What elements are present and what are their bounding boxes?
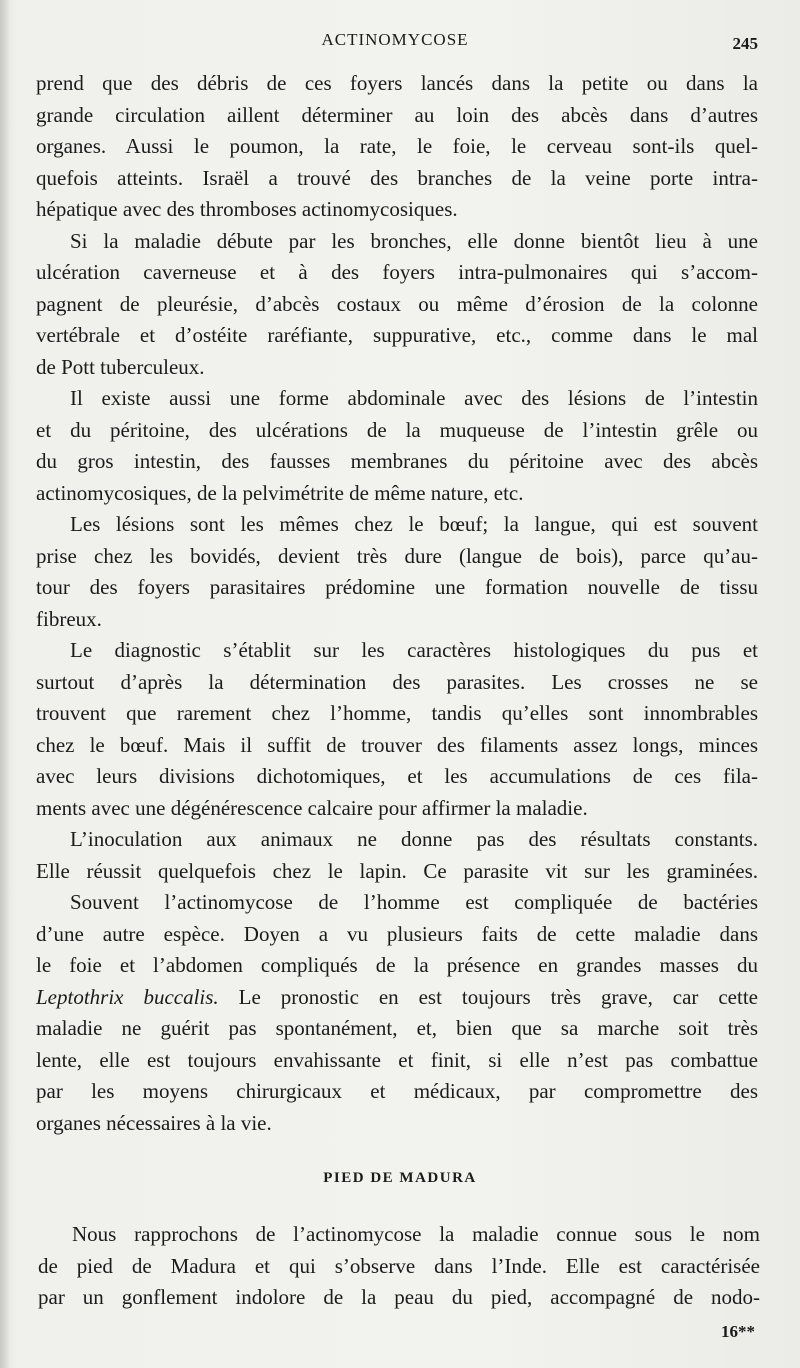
italic-species-name: Leptothrix buccalis.: [36, 984, 219, 1009]
text-line: surtout d’après la détermination des parasites. Les crosses ne se: [36, 669, 758, 694]
text-line-with-italic: [36, 982, 758, 1014]
text-line: par les moyens chirurgicaux et médicaux, par compromettre des: [36, 1079, 758, 1103]
text-line: Les lésions sont les mêmes chez le bœuf; la langue, qui est souvent: [70, 512, 758, 536]
text-line-rest: Le pronostic en est toujours très grave, car cette: [218, 984, 758, 1009]
text-line: ulcération caverneuse et à des foyers intra-pulmonaires qui s’accom-: [36, 260, 758, 284]
section-title: PIED DE MADURA: [323, 1170, 477, 1186]
text-line: trouvent que rarement chez l’homme, tandis qu’elles sont innombrables: [36, 701, 758, 725]
text-line: maladie ne guérit pas spontanément, et, bien que sa marche soit très: [36, 1016, 758, 1040]
text-line: par un gonflement indolore de la peau du pied, accompagné de nodo-: [38, 1285, 760, 1309]
text-line: organes nécessaires à la vie.: [36, 1110, 272, 1135]
page-edge-shadow: [0, 0, 10, 1368]
running-head: [0, 30, 800, 54]
running-title: ACTINOMYCOSE: [321, 30, 469, 49]
text-line: ments avec une dégénérescence calcaire pour affirmer la maladie.: [36, 795, 588, 820]
text-line: prise chez les bovidés, devient très dure (langue de bois), parce qu’au-: [36, 543, 758, 568]
text-line: pagnent de pleurésie, d’abcès costaux ou même d’érosion de la colonne: [36, 291, 758, 316]
text-line: lente, elle est toujours envahissante et finit, si elle n’est pas combattue: [36, 1047, 758, 1072]
text-line: le foie et l’abdomen compliqués de la présence en grandes masses du: [36, 953, 758, 977]
text-line: quefois atteints. Israël a trouvé des branches de la veine porte intra-: [36, 165, 758, 190]
text-line: Nous rapprochons de l’actinomycose la maladie connue sous le nom: [72, 1222, 760, 1246]
text-line: d’une autre espèce. Doyen a vu plusieurs faits de cette maladie dans: [36, 921, 758, 946]
text-line: et du péritoine, des ulcérations de la muqueuse de l’intestin grêle ou: [36, 417, 758, 442]
text-line: Il existe aussi une forme abdominale avec des lésions de l’intestin: [70, 386, 758, 410]
text-line: Le diagnostic s’établit sur les caractères histologiques du pus et: [70, 638, 758, 662]
section-text: [38, 1219, 760, 1314]
text-line: L’inoculation aux animaux ne donne pas des résultats constants.: [70, 827, 758, 851]
text-line: vertébrale et d’ostéite raréfiante, suppurative, etc., comme dans le mal: [36, 323, 758, 347]
text-line: Si la maladie débute par les bronches, elle donne bientôt lieu à une: [70, 228, 758, 253]
text-line: du gros intestin, des fausses membranes du péritoine avec des abcès: [36, 449, 758, 473]
text-line: Elle réussit quelquefois chez le lapin. Ce parasite vit sur les graminées.: [36, 858, 758, 883]
text-line: de Pott tuberculeux.: [36, 354, 205, 379]
text-line: prend que des débris de ces foyers lancés dans la petite ou dans la: [36, 71, 758, 95]
text-line: actinomycosiques, de la pelvimétrite de même nature, etc.: [36, 480, 524, 505]
main-text: [36, 68, 758, 1139]
text-line: Souvent l’actinomycose de l’homme est compliquée de bactéries: [70, 890, 758, 914]
text-line: tour des foyers parasitaires prédomine une formation nouvelle de tissu: [36, 575, 758, 599]
text-line: chez le bœuf. Mais il suffit de trouver des filaments assez longs, minces: [36, 732, 758, 757]
text-line: de pied de Madura et qui s’observe dans l’Inde. Elle est caractérisée: [38, 1253, 760, 1278]
text-line: hépatique avec des thromboses actinomycosiques.: [36, 197, 458, 221]
text-line: avec leurs divisions dichotomiques, et les accumulations de ces fila-: [36, 764, 758, 788]
signature-mark: 16**: [721, 1322, 755, 1341]
text-line: fibreux.: [36, 606, 102, 631]
text-line: organes. Aussi le poumon, la rate, le foie, le cerveau sont-ils quel-: [36, 134, 758, 158]
text-line: grande circulation aillent déterminer au loin des abcès dans d’autres: [36, 102, 758, 127]
page-number: 245: [732, 34, 758, 53]
